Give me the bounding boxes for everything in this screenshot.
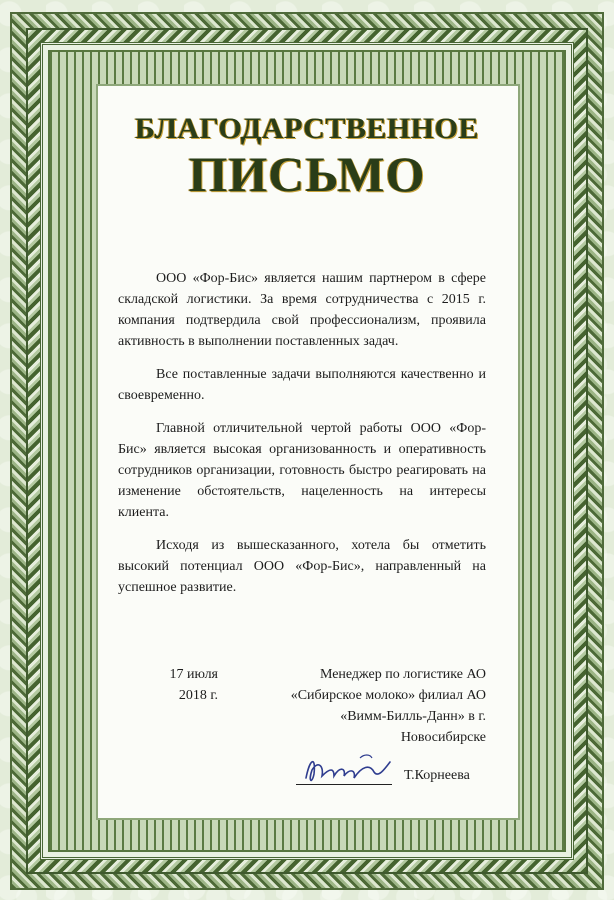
letter-date: [118, 664, 218, 706]
handwritten-signature: [300, 748, 396, 792]
position-line: Менеджер по логистике АО: [319, 667, 486, 682]
paragraph: Главной отличительной чертой работы ООО «Фор-Бис» является высокая организованность и оперативность сотрудников организации, готовность быстро реагировать на изменение обстоятельств, нацеленность на интересы клиента.: [118, 421, 486, 520]
letter-body: [118, 268, 486, 610]
position-line: «Вимм-Билль-Данн» в г.: [340, 709, 486, 724]
paragraph: Все поставленные задачи выполняются качественно и своевременно.: [118, 367, 486, 403]
signature-line: [296, 784, 392, 785]
signer-name: Т.Корнеева: [404, 768, 470, 783]
date-day-month: 17 июля: [169, 667, 218, 682]
title-line-2: ПИСЬМО: [188, 146, 426, 202]
position-line: Новосибирске: [400, 730, 486, 745]
signer-position: [264, 664, 486, 748]
position-line: «Сибирское молоко» филиал АО: [290, 688, 486, 703]
date-year: 2018 г.: [178, 688, 218, 703]
paragraph: ООО «Фор-Бис» является нашим партнером в сфере складской логистики. За время сотрудничества с 2015 г. компания подтвердила свой профессионализм, проявила активность в выполнении поставленных задач.: [118, 271, 486, 349]
paragraph: Исходя из вышесказанного, хотела бы отметить высокий потенциал ООО «Фор-Бис», направленный на успешное развитие.: [118, 538, 486, 595]
title-line-1: БЛАГОДАРСТВЕННОЕ: [135, 112, 479, 145]
